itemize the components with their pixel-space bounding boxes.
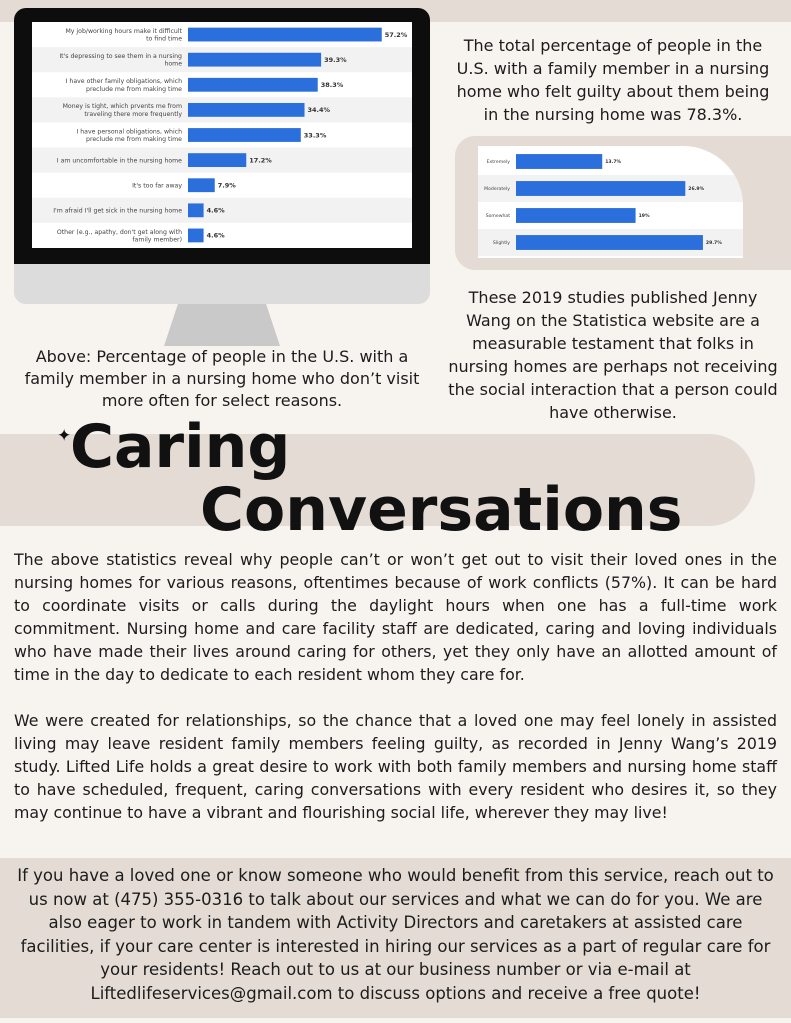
bar (188, 229, 204, 243)
guilt-bar-chart (478, 146, 743, 258)
value-label: 4.6% (206, 231, 225, 240)
category-label: Slightly (492, 241, 510, 247)
bar (188, 78, 318, 92)
monitor-screen (32, 22, 412, 248)
category-label: Somewhat (485, 214, 510, 220)
bar (516, 181, 685, 196)
body-paragraph-1: The above statistics reveal why people can’t or won’t get out to visit their loved ones in the nursing homes for various reasons, oftentimes because of work conflicts (57%). It can be hard to coordinate visits or calls during the daylight hours when one has a full-time work commitment. Nursing home and care facility staff are dedicated, caring and loving individuals who have made their lives around caring for others, yet they only have an allotted amount of time in the day to dedicate to each resident whom they care for. (14, 550, 777, 684)
bar (188, 128, 301, 142)
bar (188, 153, 246, 167)
guilt-statistic-text: The total percentage of people in the U.S. with a family member in a nursing home who felt guilty about them being in the nursing home was 78.3%. (456, 36, 770, 124)
value-label: 19% (638, 214, 650, 220)
category-label: Extremely (486, 160, 510, 166)
value-label: 29.7% (705, 241, 722, 247)
heading-line-1: Caring (70, 412, 291, 482)
bar (516, 208, 636, 223)
monitor-chin (14, 264, 430, 304)
sparkle-icon: ✦ (57, 426, 72, 446)
category-label: It's depressing to see them in a nursing home (59, 52, 182, 68)
bar (516, 154, 602, 169)
value-label: 38.3% (320, 81, 344, 90)
value-label: 33.3% (303, 131, 327, 140)
study-source-text: These 2019 studies published Jenny Wang on the Statistica website are a measurable testament that folks in nursing homes are perhaps not receiving the social interaction that a person could have otherwise. (448, 288, 778, 422)
heading-line-2: Conversations (200, 475, 683, 545)
monitor-graphic (14, 8, 430, 298)
category-label: My job/working hours make it difficult to find time (65, 27, 182, 43)
bar (188, 103, 305, 117)
value-label: 13.7% (605, 160, 622, 166)
category-label: Other (e.g., apathy, don't get along with family member) (56, 228, 182, 244)
bar (188, 178, 215, 192)
chart-caption-left: Above: Percentage of people in the U.S. with a family member in a nursing home who don’t visit more often for select reasons. (24, 347, 420, 410)
value-label: 4.6% (206, 206, 225, 215)
value-label: 7.9% (217, 181, 236, 190)
value-label: 17.2% (249, 156, 272, 165)
bar (188, 203, 204, 217)
value-label: 26.9% (688, 187, 705, 193)
guilt-chart-card (478, 146, 743, 258)
category-label: I have other family obligations, which preclude me from making time (65, 78, 182, 93)
bar (188, 28, 382, 42)
category-label: I'm afraid I'll get sick in the nursing home (53, 207, 182, 215)
body-text (14, 548, 777, 847)
monitor-stand (164, 304, 280, 346)
value-label: 57.2% (384, 30, 408, 39)
bar (188, 53, 321, 67)
category-label: Moderately (484, 187, 510, 193)
bar (516, 235, 703, 250)
reasons-bar-chart (32, 22, 412, 248)
value-label: 39.3% (324, 55, 347, 64)
category-label: It's too far away (132, 182, 182, 190)
contact-footer-text: If you have a loved one or know someone who would benefit from this service, reach out to us now at (475) 355-0316 to talk about our services and what we can do for you. We are also eager to work in tandem with Activity Directors and caretakers at assisted care facilities, if your care center is interested in hiring our services as a part of regular care for your residents! Reach out to us at our business number or via e-mail at Liftedlifeservices@gmail.com to discuss options and receive a free quote! (17, 866, 774, 1003)
category-label: I have personal obligations, which preclude me from making time (76, 128, 182, 144)
value-label: 34.4% (307, 106, 331, 115)
category-label: Money is tight, which prvents me from traveling there more frequently (62, 103, 182, 118)
category-label: I am uncomfortable in the nursing home (56, 157, 182, 165)
monitor-bezel (14, 8, 430, 264)
body-paragraph-2: We were created for relationships, so the chance that a loved one may feel lonely in assisted living may leave resident family members feeling guilty, as recorded in Jenny Wang’s 2019 study. Lifted Life holds a great desire to work with both family members and nursing home staff to have scheduled, frequent, caring conversations with every resident who desires it, so they may continue to have a vibrant and flourishing social life, wherever they may live! (14, 711, 777, 822)
